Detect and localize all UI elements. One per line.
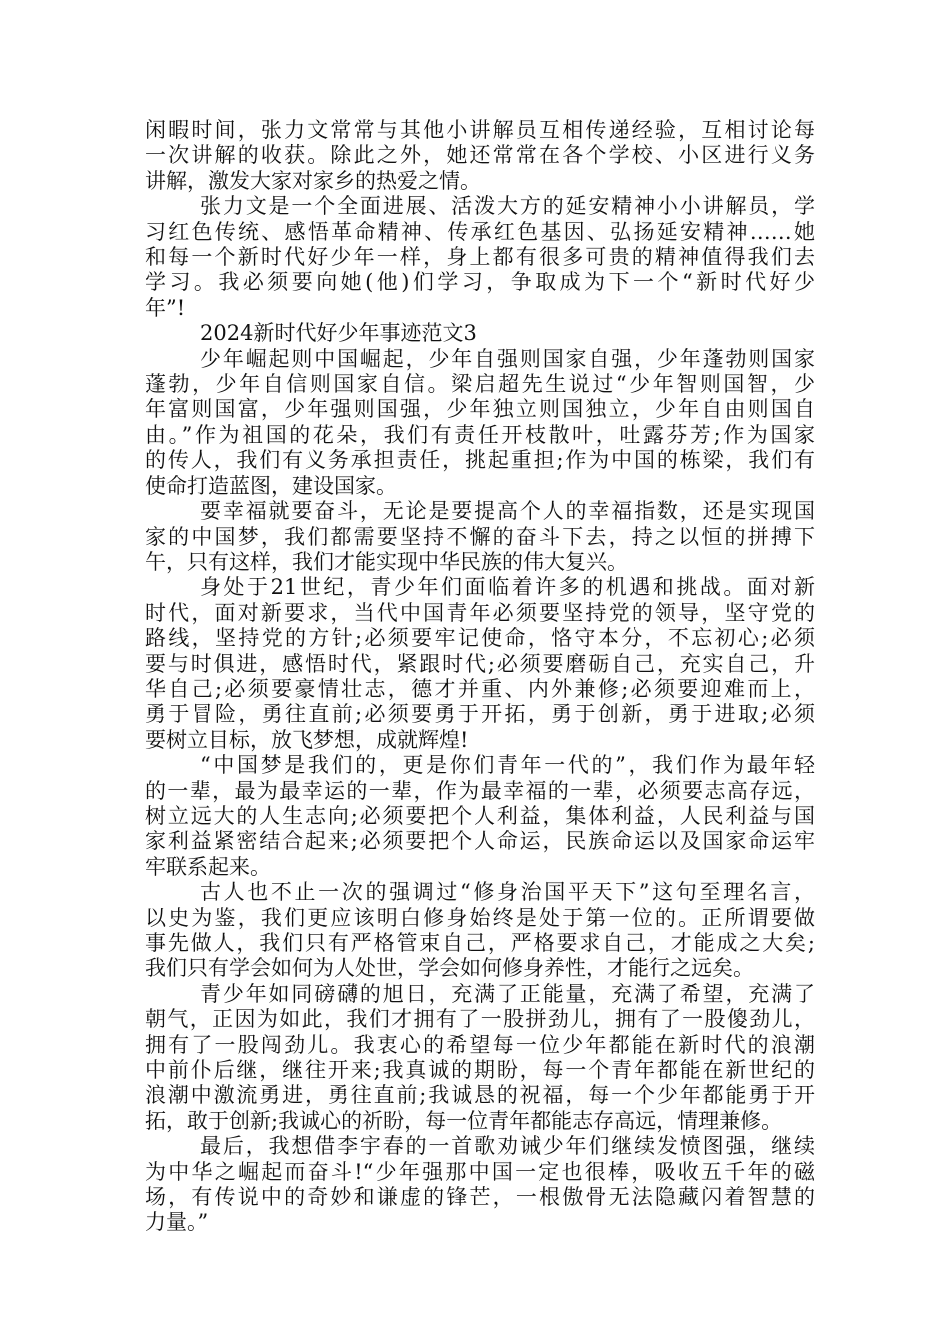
text-line: 以史为鉴，我们更应该明白修身始终是处于第一位的。正所谓要做 <box>145 905 815 930</box>
text-line: 使命打造蓝图，建设国家。 <box>145 473 397 498</box>
text-line: 讲解，激发大家对家乡的热爱之情。 <box>145 168 481 193</box>
text-line: 事先做人，我们只有严格管束自己，严格要求自己，才能成之大矣; <box>145 931 815 955</box>
text-line: 身处于21世纪，青少年们面临着许多的机遇和挑战。面对新 <box>200 575 815 600</box>
paragraph <box>145 753 815 880</box>
text-line: 华自己;必须要豪情壮志，德才并重、内外兼修;必须要迎难而上， <box>145 676 815 701</box>
text-line: 午，只有这样，我们才能实现中华民族的伟大复兴。 <box>145 549 628 574</box>
text-line: 浪潮中激流勇进，勇往直前;我诚恳的祝福，每一个少年都能勇于开 <box>145 1083 815 1108</box>
text-line: 力量。” <box>145 1210 209 1235</box>
text-line: 路线，坚持党的方针;必须要牢记使命，恪守本分，不忘初心;必须 <box>145 626 815 651</box>
text-line: 我们只有学会如何为人处世，学会如何修身养性，才能行之远矣。 <box>145 956 754 981</box>
paragraph <box>145 982 815 1134</box>
section-title: 2024新时代好少年事迹范文3 <box>200 321 477 346</box>
text-line: 要幸福就要奋斗，无论是要提高个人的幸福指数，还是实现国 <box>200 499 815 524</box>
text-line: 习红色传统、感悟革命精神、传承红色基因、弘扬延安精神……她 <box>145 219 815 244</box>
document-body <box>145 118 815 1236</box>
text-line: 家的中国梦，我们都需要坚持不懈的奋斗下去，持之以恒的拼搏下 <box>145 524 815 549</box>
text-line: 朝气，正因为如此，我们才拥有了一股拼劲儿，拥有了一股傻劲儿， <box>145 1007 815 1032</box>
paragraph <box>145 880 815 982</box>
text-line: 中前仆后继，继往开来;我真诚的期盼，每一个青年都能在新世纪的 <box>145 1058 815 1083</box>
text-line: 的一辈，最为最幸运的一辈，作为最幸福的一辈，必须要志高存远， <box>145 778 815 803</box>
text-line: 拓，敢于创新;我诚心的祈盼，每一位青年都能志存高远，情理兼修。 <box>145 1108 783 1133</box>
text-line: 一次讲解的收获。除此之外，她还常常在各个学校、小区进行义务 <box>145 143 815 168</box>
paragraph <box>145 1134 815 1236</box>
text-line: 学习。我必须要向她(他)们学习，争取成为下一个“新时代好少 <box>145 270 815 295</box>
text-line: 和每一个新时代好少年一样，身上都有很多可贵的精神值得我们去 <box>145 245 815 270</box>
paragraph <box>145 499 815 575</box>
paragraph <box>145 347 815 499</box>
text-line: 树立远大的人生志向;必须要把个人利益，集体利益，人民利益与国 <box>145 803 815 828</box>
text-line: 蓬勃，少年自信则国家自信。梁启超先生说过“少年智则国智，少 <box>145 372 815 397</box>
paragraph <box>145 575 815 753</box>
paragraph <box>145 118 815 194</box>
text-line: 牢联系起来。 <box>145 854 271 879</box>
text-line: 张力文是一个全面进展、活泼大方的延安精神小小讲解员，学 <box>200 194 815 219</box>
text-line: 青少年如同磅礴的旭日，充满了正能量，充满了希望，充满了 <box>200 981 815 1006</box>
text-line: 要与时俱进，感悟时代，紧跟时代;必须要磨砺自己，充实自己，升 <box>145 651 815 676</box>
section-heading <box>145 321 815 346</box>
text-line: 要树立目标，放飞梦想，成就辉煌! <box>145 727 469 752</box>
text-line: 家利益紧密结合起来;必须要把个人命运，民族命运以及国家命运牢 <box>145 829 815 854</box>
text-line: 场，有传说中的奇妙和谦虚的锋芒，一根傲骨无法隐藏闪着智慧的 <box>145 1185 815 1210</box>
text-line: 少年崛起则中国崛起，少年自强则国家自强，少年蓬勃则国家 <box>200 346 815 371</box>
text-line: 由。”作为祖国的花朵，我们有责任开枝散叶，吐露芬芳;作为国家 <box>145 422 815 447</box>
text-line: 最后，我想借李宇春的一首歌劝诫少年们继续发愤图强，继续 <box>200 1134 815 1159</box>
paragraph <box>145 194 815 321</box>
text-line: “中国梦是我们的，更是你们青年一代的”，我们作为最年轻 <box>200 753 815 778</box>
text-line: 的传人，我们有义务承担责任，挑起重担;作为中国的栋梁，我们有 <box>145 448 815 473</box>
text-line: 为中华之崛起而奋斗!“少年强那中国一定也很棒，吸收五千年的磁 <box>145 1159 815 1184</box>
text-line: 年富则国富，少年强则国强，少年独立则国独立，少年自由则国自 <box>145 397 815 422</box>
text-line: 勇于冒险，勇往直前;必须要勇于开拓，勇于创新，勇于进取;必须 <box>145 702 815 727</box>
text-line: 年”! <box>145 295 186 320</box>
text-line: 闲暇时间，张力文常常与其他小讲解员互相传递经验，互相讨论每 <box>145 118 815 142</box>
text-line: 古人也不止一次的强调过“修身治国平天下”这句至理名言， <box>200 880 815 905</box>
text-line: 时代，面对新要求，当代中国青年必须要坚持党的领导，坚守党的 <box>145 600 815 625</box>
text-line: 拥有了一股闯劲儿。我衷心的希望每一位少年都能在新时代的浪潮 <box>145 1032 815 1057</box>
